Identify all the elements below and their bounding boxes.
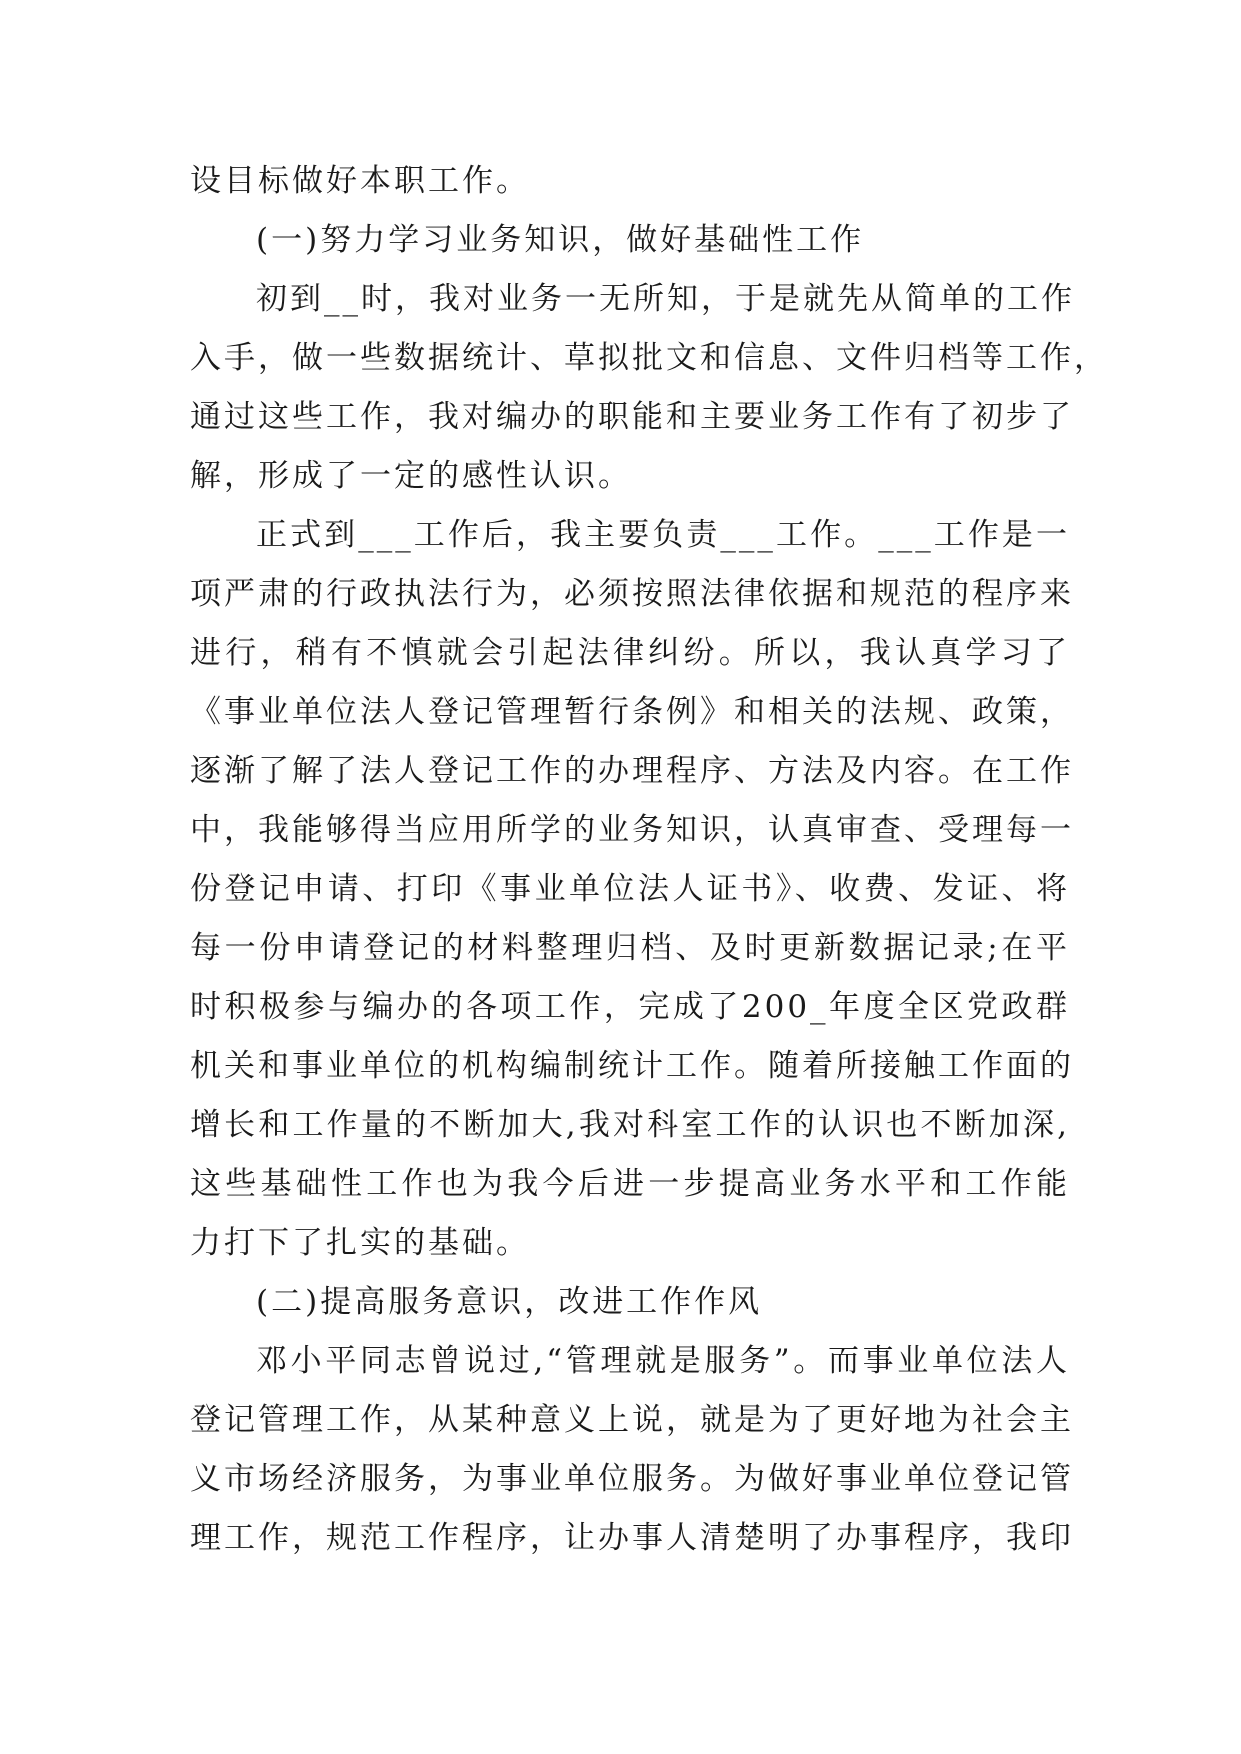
text-line: 项严肃的行政执法行为，必须按照法律依据和规范的程序来 [190,576,1074,612]
text-line: 力打下了扎实的基础。 [190,1225,530,1261]
text-line: 份登记申请、打印《事业单位法人证书》、收费、发证、将 [190,871,1070,907]
text-line: 正式到___工作后，我主要负责___工作。___工作是一 [256,517,1070,553]
text-line: 邓小平同志曾说过,“管理就是服务”。而事业单位法人 [256,1343,1070,1379]
section-heading: (一)努力学习业务知识，做好基础性工作 [256,222,865,258]
text-line: 入手，做一些数据统计、草拟批文和信息、文件归档等工作， [190,340,1108,376]
text-line: 《事业单位法人登记管理暂行条例》和相关的法规、政策， [190,694,1074,730]
text-line: 义市场经济服务，为事业单位服务。为做好事业单位登记管 [190,1461,1074,1497]
text-line: 登记管理工作，从某种意义上说，就是为了更好地为社会主 [190,1402,1074,1438]
text-line: 设目标做好本职工作。 [190,163,530,199]
text-line: 时积极参与编办的各项工作，完成了200_年度全区党政群 [190,989,1070,1025]
text-line: 机关和事业单位的机构编制统计工作。随着所接触工作面的 [190,1048,1074,1084]
text-line: 进行，稍有不慎就会引起法律纠纷。所以，我认真学习了 [190,635,1070,671]
text-line: 初到__时，我对业务一无所知，于是就先从简单的工作 [256,281,1075,317]
text-line: 中，我能够得当应用所学的业务知识，认真审查、受理每一 [190,812,1074,848]
document-body [190,152,1108,1568]
text-line: 解，形成了一定的感性认识。 [190,458,632,494]
text-line: 逐渐了解了法人登记工作的办理程序、方法及内容。在工作 [190,753,1074,789]
text-line: 每一份申请登记的材料整理归档、及时更新数据记录;在平 [190,930,1070,966]
text-line: 通过这些工作，我对编办的职能和主要业务工作有了初步了 [190,399,1074,435]
text-line: 这些基础性工作也为我今后进一步提高业务水平和工作能 [190,1166,1070,1202]
section-heading: (二)提高服务意识，改进工作作风 [256,1284,763,1320]
text-line: 理工作，规范工作程序，让办事人清楚明了办事程序，我印 [190,1520,1074,1556]
text-line: 增长和工作量的不断加大,我对科室工作的认识也不断加深, [190,1107,1070,1143]
